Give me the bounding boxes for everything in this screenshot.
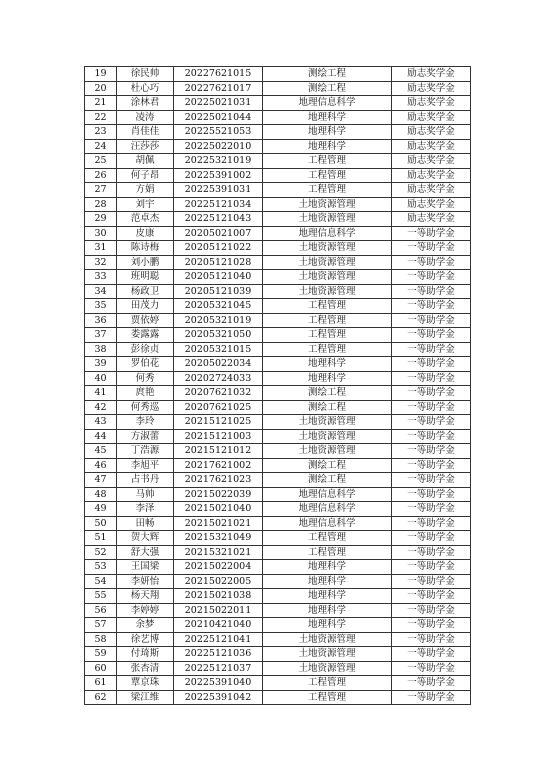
table-row bbox=[85, 458, 471, 473]
major-cell: 地理科学 bbox=[263, 560, 392, 575]
row-number-cell: 38 bbox=[85, 342, 117, 357]
student-name-cell: 杨天翔 bbox=[117, 589, 174, 604]
student-name-cell: 王国梁 bbox=[117, 560, 174, 575]
award-type-cell: 励志奖学金 bbox=[392, 212, 471, 227]
major-cell: 地理科学 bbox=[263, 110, 392, 125]
award-type-cell: 一等助学金 bbox=[392, 357, 471, 372]
student-id-cell: 20215022039 bbox=[174, 487, 263, 502]
row-number-cell: 23 bbox=[85, 125, 117, 140]
table-row bbox=[85, 400, 471, 415]
major-cell: 地理信息科学 bbox=[263, 516, 392, 531]
student-name-cell: 覃京珠 bbox=[117, 676, 174, 691]
table-row bbox=[85, 241, 471, 256]
table-row bbox=[85, 574, 471, 589]
row-number-cell: 45 bbox=[85, 444, 117, 459]
award-type-cell: 一等助学金 bbox=[392, 444, 471, 459]
major-cell: 地理科学 bbox=[263, 357, 392, 372]
student-name-cell: 徐民帅 bbox=[117, 67, 174, 82]
student-id-cell: 20205321045 bbox=[174, 299, 263, 314]
row-number-cell: 43 bbox=[85, 415, 117, 430]
student-id-cell: 20225521053 bbox=[174, 125, 263, 140]
award-type-cell: 一等助学金 bbox=[392, 415, 471, 430]
student-name-cell: 贾依婷 bbox=[117, 313, 174, 328]
student-name-cell: 娄露露 bbox=[117, 328, 174, 343]
award-type-cell: 一等助学金 bbox=[392, 328, 471, 343]
student-name-cell: 李泽 bbox=[117, 502, 174, 517]
student-id-cell: 20225021044 bbox=[174, 110, 263, 125]
table-row bbox=[85, 502, 471, 517]
student-name-cell: 罗伯花 bbox=[117, 357, 174, 372]
award-type-cell: 一等助学金 bbox=[392, 661, 471, 676]
table-row bbox=[85, 183, 471, 198]
table-row bbox=[85, 139, 471, 154]
student-name-cell: 田茂力 bbox=[117, 299, 174, 314]
major-cell: 地理科学 bbox=[263, 589, 392, 604]
row-number-cell: 44 bbox=[85, 429, 117, 444]
student-name-cell: 田畅 bbox=[117, 516, 174, 531]
major-cell: 地理科学 bbox=[263, 371, 392, 386]
award-type-cell: 一等助学金 bbox=[392, 226, 471, 241]
student-name-cell: 马帅 bbox=[117, 487, 174, 502]
student-name-cell: 庹艳 bbox=[117, 386, 174, 401]
award-type-cell: 一等助学金 bbox=[392, 371, 471, 386]
table-row bbox=[85, 473, 471, 488]
student-name-cell: 肖佳佳 bbox=[117, 125, 174, 140]
table-row bbox=[85, 168, 471, 183]
student-name-cell: 徐艺博 bbox=[117, 632, 174, 647]
major-cell: 工程管理 bbox=[263, 531, 392, 546]
table-row bbox=[85, 154, 471, 169]
student-id-cell: 20225121041 bbox=[174, 632, 263, 647]
student-name-cell: 余梦 bbox=[117, 618, 174, 633]
row-number-cell: 51 bbox=[85, 531, 117, 546]
student-id-cell: 20205121039 bbox=[174, 284, 263, 299]
row-number-cell: 19 bbox=[85, 67, 117, 82]
major-cell: 地理科学 bbox=[263, 574, 392, 589]
major-cell: 地理科学 bbox=[263, 603, 392, 618]
award-type-cell: 一等助学金 bbox=[392, 429, 471, 444]
major-cell: 地理信息科学 bbox=[263, 502, 392, 517]
major-cell: 测绘工程 bbox=[263, 67, 392, 82]
row-number-cell: 50 bbox=[85, 516, 117, 531]
major-cell: 工程管理 bbox=[263, 676, 392, 691]
student-name-cell: 杜心巧 bbox=[117, 81, 174, 96]
table-row bbox=[85, 603, 471, 618]
major-cell: 土地资源管理 bbox=[263, 284, 392, 299]
scholarship-table bbox=[84, 66, 471, 705]
award-type-cell: 励志奖学金 bbox=[392, 110, 471, 125]
student-name-cell: 何秀巡 bbox=[117, 400, 174, 415]
major-cell: 土地资源管理 bbox=[263, 632, 392, 647]
row-number-cell: 53 bbox=[85, 560, 117, 575]
table-row bbox=[85, 545, 471, 560]
student-name-cell: 贺大辉 bbox=[117, 531, 174, 546]
student-name-cell: 范卓杰 bbox=[117, 212, 174, 227]
row-number-cell: 37 bbox=[85, 328, 117, 343]
student-name-cell: 杨政卫 bbox=[117, 284, 174, 299]
table-row bbox=[85, 284, 471, 299]
table-row bbox=[85, 618, 471, 633]
major-cell: 工程管理 bbox=[263, 168, 392, 183]
row-number-cell: 52 bbox=[85, 545, 117, 560]
award-type-cell: 一等助学金 bbox=[392, 487, 471, 502]
award-type-cell: 一等助学金 bbox=[392, 458, 471, 473]
student-id-cell: 20205321019 bbox=[174, 313, 263, 328]
student-id-cell: 20225121036 bbox=[174, 647, 263, 662]
row-number-cell: 61 bbox=[85, 676, 117, 691]
student-id-cell: 20225391040 bbox=[174, 676, 263, 691]
student-id-cell: 20215321049 bbox=[174, 531, 263, 546]
major-cell: 测绘工程 bbox=[263, 458, 392, 473]
major-cell: 土地资源管理 bbox=[263, 429, 392, 444]
student-name-cell: 班明聪 bbox=[117, 270, 174, 285]
student-id-cell: 20215021021 bbox=[174, 516, 263, 531]
student-id-cell: 20215022005 bbox=[174, 574, 263, 589]
student-id-cell: 20205021007 bbox=[174, 226, 263, 241]
award-type-cell: 一等助学金 bbox=[392, 690, 471, 705]
student-name-cell: 张杏清 bbox=[117, 661, 174, 676]
row-number-cell: 28 bbox=[85, 197, 117, 212]
student-id-cell: 20225391042 bbox=[174, 690, 263, 705]
student-id-cell: 20215022011 bbox=[174, 603, 263, 618]
student-name-cell: 胡佩 bbox=[117, 154, 174, 169]
table-row bbox=[85, 96, 471, 111]
major-cell: 测绘工程 bbox=[263, 400, 392, 415]
major-cell: 地理信息科学 bbox=[263, 96, 392, 111]
row-number-cell: 41 bbox=[85, 386, 117, 401]
major-cell: 地理科学 bbox=[263, 618, 392, 633]
award-type-cell: 一等助学金 bbox=[392, 342, 471, 357]
award-type-cell: 一等助学金 bbox=[392, 647, 471, 662]
major-cell: 土地资源管理 bbox=[263, 270, 392, 285]
student-name-cell: 刘小鹏 bbox=[117, 255, 174, 270]
major-cell: 工程管理 bbox=[263, 313, 392, 328]
award-type-cell: 一等助学金 bbox=[392, 618, 471, 633]
student-id-cell: 20205121028 bbox=[174, 255, 263, 270]
student-name-cell: 丁浩源 bbox=[117, 444, 174, 459]
major-cell: 地理科学 bbox=[263, 125, 392, 140]
award-type-cell: 一等助学金 bbox=[392, 400, 471, 415]
student-name-cell: 何子昂 bbox=[117, 168, 174, 183]
award-type-cell: 励志奖学金 bbox=[392, 154, 471, 169]
table-row bbox=[85, 386, 471, 401]
student-id-cell: 20205121040 bbox=[174, 270, 263, 285]
student-id-cell: 20207621032 bbox=[174, 386, 263, 401]
row-number-cell: 20 bbox=[85, 81, 117, 96]
award-type-cell: 一等助学金 bbox=[392, 560, 471, 575]
student-id-cell: 20225121037 bbox=[174, 661, 263, 676]
row-number-cell: 62 bbox=[85, 690, 117, 705]
row-number-cell: 27 bbox=[85, 183, 117, 198]
row-number-cell: 35 bbox=[85, 299, 117, 314]
major-cell: 工程管理 bbox=[263, 299, 392, 314]
student-id-cell: 20207621025 bbox=[174, 400, 263, 415]
major-cell: 测绘工程 bbox=[263, 81, 392, 96]
student-name-cell: 何秀 bbox=[117, 371, 174, 386]
student-id-cell: 20217621023 bbox=[174, 473, 263, 488]
table-row bbox=[85, 371, 471, 386]
award-type-cell: 一等助学金 bbox=[392, 676, 471, 691]
award-type-cell: 一等助学金 bbox=[392, 284, 471, 299]
award-type-cell: 励志奖学金 bbox=[392, 81, 471, 96]
row-number-cell: 33 bbox=[85, 270, 117, 285]
student-id-cell: 20205022034 bbox=[174, 357, 263, 372]
major-cell: 工程管理 bbox=[263, 690, 392, 705]
student-name-cell: 李玲 bbox=[117, 415, 174, 430]
table-row bbox=[85, 429, 471, 444]
table-row bbox=[85, 647, 471, 662]
major-cell: 土地资源管理 bbox=[263, 212, 392, 227]
table-row bbox=[85, 255, 471, 270]
row-number-cell: 34 bbox=[85, 284, 117, 299]
student-name-cell: 方娟 bbox=[117, 183, 174, 198]
major-cell: 土地资源管理 bbox=[263, 444, 392, 459]
student-name-cell: 占书丹 bbox=[117, 473, 174, 488]
student-id-cell: 20205121022 bbox=[174, 241, 263, 256]
student-id-cell: 20215121003 bbox=[174, 429, 263, 444]
major-cell: 测绘工程 bbox=[263, 473, 392, 488]
award-type-cell: 一等助学金 bbox=[392, 270, 471, 285]
student-id-cell: 20225022010 bbox=[174, 139, 263, 154]
row-number-cell: 25 bbox=[85, 154, 117, 169]
table-row bbox=[85, 125, 471, 140]
major-cell: 测绘工程 bbox=[263, 386, 392, 401]
student-id-cell: 20215021038 bbox=[174, 589, 263, 604]
table-row bbox=[85, 270, 471, 285]
award-type-cell: 一等助学金 bbox=[392, 386, 471, 401]
row-number-cell: 58 bbox=[85, 632, 117, 647]
major-cell: 土地资源管理 bbox=[263, 661, 392, 676]
table-row bbox=[85, 690, 471, 705]
award-type-cell: 一等助学金 bbox=[392, 516, 471, 531]
award-type-cell: 一等助学金 bbox=[392, 574, 471, 589]
student-name-cell: 涂林君 bbox=[117, 96, 174, 111]
student-name-cell: 刘宇 bbox=[117, 197, 174, 212]
row-number-cell: 59 bbox=[85, 647, 117, 662]
row-number-cell: 26 bbox=[85, 168, 117, 183]
student-name-cell: 方淑蕾 bbox=[117, 429, 174, 444]
table-row bbox=[85, 67, 471, 82]
table-row bbox=[85, 589, 471, 604]
major-cell: 地理信息科学 bbox=[263, 487, 392, 502]
student-id-cell: 20227621017 bbox=[174, 81, 263, 96]
table-row bbox=[85, 299, 471, 314]
major-cell: 工程管理 bbox=[263, 183, 392, 198]
major-cell: 土地资源管理 bbox=[263, 255, 392, 270]
student-name-cell: 汪莎莎 bbox=[117, 139, 174, 154]
student-id-cell: 20210421040 bbox=[174, 618, 263, 633]
student-id-cell: 20215021040 bbox=[174, 502, 263, 517]
award-type-cell: 一等助学金 bbox=[392, 531, 471, 546]
student-id-cell: 20215022004 bbox=[174, 560, 263, 575]
table-row bbox=[85, 531, 471, 546]
row-number-cell: 54 bbox=[85, 574, 117, 589]
table-row bbox=[85, 632, 471, 647]
table-row bbox=[85, 516, 471, 531]
table-row bbox=[85, 110, 471, 125]
major-cell: 土地资源管理 bbox=[263, 241, 392, 256]
student-id-cell: 20225391031 bbox=[174, 183, 263, 198]
award-type-cell: 励志奖学金 bbox=[392, 168, 471, 183]
student-name-cell: 彭徐贞 bbox=[117, 342, 174, 357]
row-number-cell: 40 bbox=[85, 371, 117, 386]
major-cell: 地理信息科学 bbox=[263, 226, 392, 241]
row-number-cell: 48 bbox=[85, 487, 117, 502]
student-id-cell: 20217621002 bbox=[174, 458, 263, 473]
award-type-cell: 励志奖学金 bbox=[392, 183, 471, 198]
award-type-cell: 一等助学金 bbox=[392, 255, 471, 270]
award-type-cell: 一等助学金 bbox=[392, 313, 471, 328]
student-name-cell: 李旭平 bbox=[117, 458, 174, 473]
table-row bbox=[85, 415, 471, 430]
student-name-cell: 梁江维 bbox=[117, 690, 174, 705]
award-type-cell: 励志奖学金 bbox=[392, 96, 471, 111]
student-name-cell: 皮康 bbox=[117, 226, 174, 241]
row-number-cell: 55 bbox=[85, 589, 117, 604]
student-id-cell: 20227621015 bbox=[174, 67, 263, 82]
student-id-cell: 20225121043 bbox=[174, 212, 263, 227]
award-type-cell: 一等助学金 bbox=[392, 603, 471, 618]
student-id-cell: 20225021031 bbox=[174, 96, 263, 111]
table-row bbox=[85, 328, 471, 343]
table-row bbox=[85, 676, 471, 691]
row-number-cell: 47 bbox=[85, 473, 117, 488]
table-row bbox=[85, 444, 471, 459]
award-type-cell: 一等助学金 bbox=[392, 632, 471, 647]
major-cell: 地理科学 bbox=[263, 139, 392, 154]
student-id-cell: 20202724033 bbox=[174, 371, 263, 386]
table-body bbox=[85, 67, 471, 705]
row-number-cell: 30 bbox=[85, 226, 117, 241]
student-id-cell: 20205321050 bbox=[174, 328, 263, 343]
row-number-cell: 56 bbox=[85, 603, 117, 618]
major-cell: 工程管理 bbox=[263, 154, 392, 169]
row-number-cell: 36 bbox=[85, 313, 117, 328]
row-number-cell: 22 bbox=[85, 110, 117, 125]
row-number-cell: 31 bbox=[85, 241, 117, 256]
major-cell: 土地资源管理 bbox=[263, 647, 392, 662]
student-name-cell: 舒大强 bbox=[117, 545, 174, 560]
award-type-cell: 一等助学金 bbox=[392, 502, 471, 517]
award-type-cell: 励志奖学金 bbox=[392, 125, 471, 140]
table-row bbox=[85, 212, 471, 227]
student-name-cell: 李妍怡 bbox=[117, 574, 174, 589]
major-cell: 工程管理 bbox=[263, 545, 392, 560]
row-number-cell: 39 bbox=[85, 357, 117, 372]
table-row bbox=[85, 342, 471, 357]
student-name-cell: 凌涛 bbox=[117, 110, 174, 125]
table-row bbox=[85, 81, 471, 96]
table-row bbox=[85, 226, 471, 241]
major-cell: 工程管理 bbox=[263, 328, 392, 343]
table-row bbox=[85, 661, 471, 676]
student-id-cell: 20215121012 bbox=[174, 444, 263, 459]
row-number-cell: 57 bbox=[85, 618, 117, 633]
row-number-cell: 32 bbox=[85, 255, 117, 270]
row-number-cell: 24 bbox=[85, 139, 117, 154]
student-id-cell: 20225321019 bbox=[174, 154, 263, 169]
student-id-cell: 20215121025 bbox=[174, 415, 263, 430]
award-type-cell: 励志奖学金 bbox=[392, 139, 471, 154]
table-row bbox=[85, 560, 471, 575]
student-name-cell: 付琦斯 bbox=[117, 647, 174, 662]
major-cell: 工程管理 bbox=[263, 342, 392, 357]
row-number-cell: 29 bbox=[85, 212, 117, 227]
student-id-cell: 20225121034 bbox=[174, 197, 263, 212]
row-number-cell: 21 bbox=[85, 96, 117, 111]
table-row bbox=[85, 313, 471, 328]
award-type-cell: 一等助学金 bbox=[392, 299, 471, 314]
student-name-cell: 李婷婷 bbox=[117, 603, 174, 618]
row-number-cell: 60 bbox=[85, 661, 117, 676]
row-number-cell: 49 bbox=[85, 502, 117, 517]
student-id-cell: 20215321021 bbox=[174, 545, 263, 560]
student-id-cell: 20225391002 bbox=[174, 168, 263, 183]
student-id-cell: 20205321015 bbox=[174, 342, 263, 357]
award-type-cell: 一等助学金 bbox=[392, 589, 471, 604]
row-number-cell: 42 bbox=[85, 400, 117, 415]
student-name-cell: 陈诗梅 bbox=[117, 241, 174, 256]
award-type-cell: 励志奖学金 bbox=[392, 67, 471, 82]
award-type-cell: 励志奖学金 bbox=[392, 197, 471, 212]
row-number-cell: 46 bbox=[85, 458, 117, 473]
major-cell: 土地资源管理 bbox=[263, 415, 392, 430]
award-type-cell: 一等助学金 bbox=[392, 473, 471, 488]
award-type-cell: 一等助学金 bbox=[392, 545, 471, 560]
major-cell: 土地资源管理 bbox=[263, 197, 392, 212]
table-row bbox=[85, 487, 471, 502]
table-row bbox=[85, 197, 471, 212]
table-row bbox=[85, 357, 471, 372]
award-type-cell: 一等助学金 bbox=[392, 241, 471, 256]
